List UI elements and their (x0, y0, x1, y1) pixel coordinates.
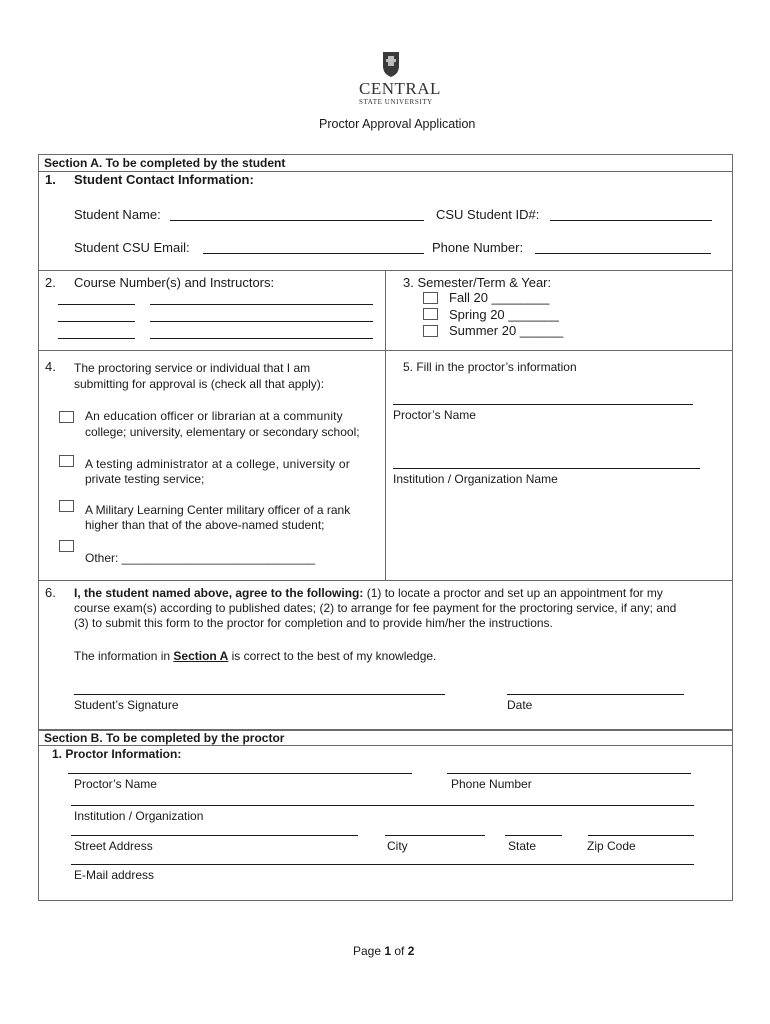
option1-line1: An education officer or librarian at a community (85, 409, 343, 423)
logo-name: CENTRAL (359, 79, 441, 98)
education-officer-checkbox[interactable] (59, 411, 74, 423)
csu-id-label: CSU Student ID#: (436, 207, 540, 222)
option2-line2: private testing service; (85, 472, 205, 486)
other-checkbox[interactable] (59, 540, 74, 552)
b-proctor-name-label: Proctor’s Name (74, 777, 157, 791)
item5-label: 5. Fill in the proctor’s information (403, 360, 577, 374)
student-name-label: Student Name: (74, 207, 161, 222)
item2-number: 2. (45, 275, 56, 290)
section-a-heading: Section A. To be completed by the student (44, 156, 286, 170)
csu-email-field[interactable] (203, 253, 424, 254)
proctor-name-field[interactable] (393, 404, 693, 405)
course-number-field[interactable] (58, 321, 135, 322)
info-pre: The information in (74, 649, 174, 663)
item6-line2: course exam(s) according to published dates; (2) to arrange for fee payment for the proctoring service, if any; and (74, 601, 677, 615)
info-statement (74, 649, 436, 663)
logo (355, 48, 441, 108)
b-email-label: E-Mail address (74, 868, 155, 882)
b-phone-label: Phone Number (451, 777, 532, 791)
item6-line3: (3) to submit this form to the proctor for completion and to provide him/her the instructions. (74, 616, 553, 630)
footer-pre: Page (353, 944, 385, 958)
city-input[interactable] (385, 835, 485, 836)
b-street-label: Street Address (74, 839, 153, 853)
section-b-subheading: 1. Proctor Information: (52, 747, 182, 761)
student-name-field[interactable] (170, 220, 424, 221)
item4-line2: submitting for approval is (check all that apply): (74, 377, 325, 391)
page-title: Proctor Approval Application (319, 117, 476, 131)
option2-line1: A testing administrator at a college, university or (85, 457, 350, 471)
instructor-field[interactable] (150, 321, 373, 322)
footer-page: 1 (384, 944, 392, 958)
logo-subtitle: STATE UNIVERSITY (359, 98, 433, 106)
info-post: is correct to the best of my knowledge. (228, 649, 437, 663)
item4-number: 4. (45, 359, 56, 374)
item6-line1-rest: (1) to locate a proctor and set up an appointment for my (363, 586, 663, 600)
street-address-input[interactable] (71, 835, 358, 836)
item1-number: 1. (45, 172, 56, 187)
phone-number-input[interactable] (447, 773, 691, 774)
testing-admin-checkbox[interactable] (59, 455, 74, 467)
fall-checkbox[interactable] (423, 292, 438, 304)
date-label: Date (507, 698, 533, 712)
item3-label: 3. Semester/Term & Year: (403, 275, 552, 290)
summer-checkbox[interactable] (423, 325, 438, 337)
item2-label: Course Number(s) and Instructors: (74, 275, 275, 290)
b-city-label: City (387, 839, 408, 853)
page-number (353, 944, 414, 958)
b-state-label: State (508, 839, 537, 853)
section-a-reference: Section A (173, 649, 229, 663)
instructor-field[interactable] (150, 338, 373, 339)
zip-code-input[interactable] (588, 835, 694, 836)
option3-line2: higher than that of the above-named student; (85, 518, 325, 532)
option3-line1: A Military Learning Center military officer of a rank (85, 503, 351, 517)
spring-checkbox[interactable] (423, 308, 438, 320)
section-b-heading: Section B. To be completed by the proctor (44, 731, 285, 745)
item6-number: 6. (45, 585, 56, 600)
institution-input[interactable] (71, 805, 694, 806)
summer-option: Summer 20 ______ (449, 323, 564, 338)
spring-option: Spring 20 _______ (449, 307, 559, 322)
student-signature-label: Student’s Signature (74, 698, 179, 712)
course-number-field[interactable] (58, 338, 135, 339)
phone-label: Phone Number: (432, 240, 524, 255)
proctor-name-input[interactable] (68, 773, 412, 774)
item6-line1 (74, 586, 663, 600)
b-zip-label: Zip Code (587, 839, 636, 853)
instructor-field[interactable] (150, 304, 373, 305)
b-institution-label: Institution / Organization (74, 809, 204, 823)
institution-name-field[interactable] (393, 468, 700, 469)
date-field[interactable] (507, 694, 684, 695)
phone-field[interactable] (535, 253, 711, 254)
footer-mid: of (391, 944, 408, 958)
proctor-name-label: Proctor’s Name (393, 408, 476, 422)
fall-option: Fall 20 ________ (449, 290, 550, 305)
military-officer-checkbox[interactable] (59, 500, 74, 512)
csu-email-label: Student CSU Email: (74, 240, 190, 255)
csu-id-field[interactable] (550, 220, 712, 221)
state-input[interactable] (505, 835, 562, 836)
course-number-field[interactable] (58, 304, 135, 305)
institution-name-label: Institution / Organization Name (393, 472, 558, 486)
option1-line2: college; university, elementary or secondary school; (85, 425, 360, 439)
student-signature-field[interactable] (74, 694, 445, 695)
shield-icon (381, 50, 401, 78)
email-input[interactable] (71, 864, 694, 865)
other-option: Other: _____________________________ (85, 551, 316, 565)
item1-label: Student Contact Information: (74, 172, 254, 187)
item6-agreement-bold: I, the student named above, agree to the following: (74, 586, 364, 600)
footer-total: 2 (407, 944, 415, 958)
item4-line1: The proctoring service or individual that I am (74, 361, 311, 375)
